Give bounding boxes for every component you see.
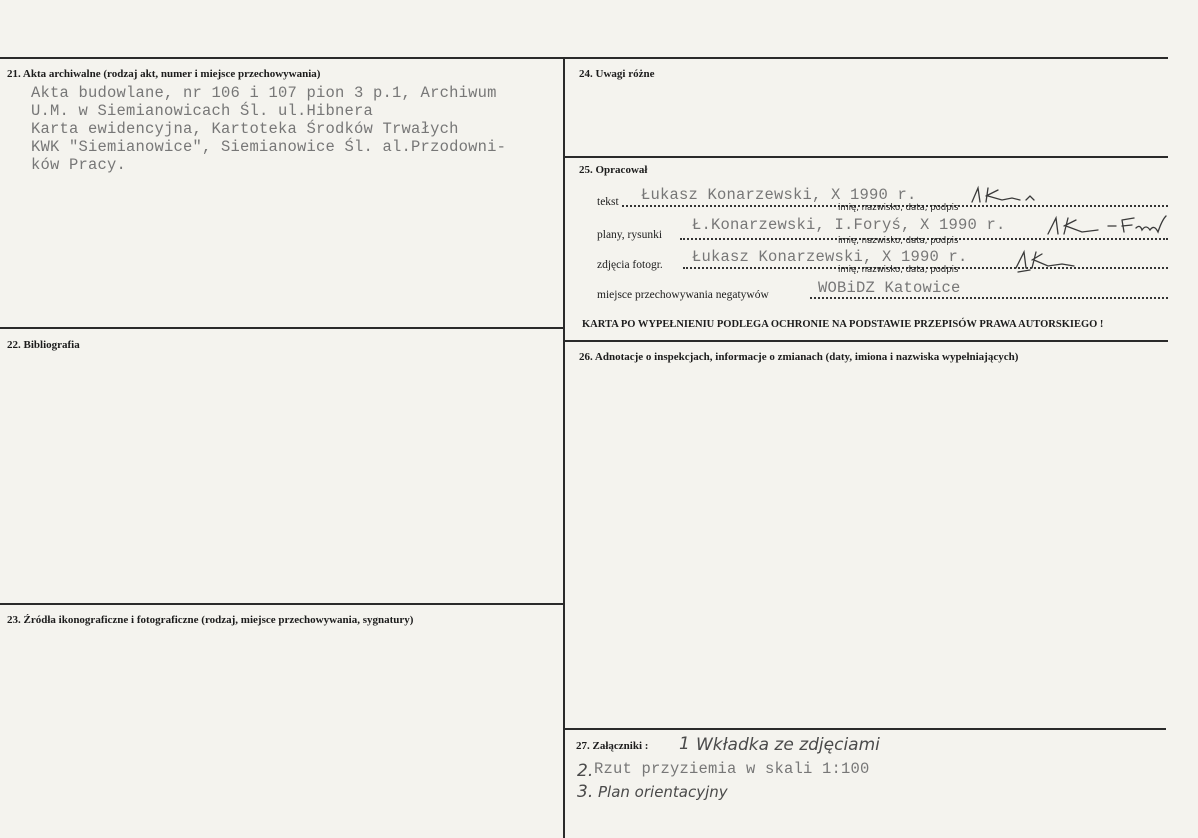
section-25-label: 25. Opracował — [579, 164, 648, 176]
archive-line: U.M. w Siemianowicach Śl. ul.Hibnera — [31, 102, 374, 120]
section-23-label: 23. Źródła ikonograficzne i fotograficzne (rodzaj, miejsce przechowywania, sygnatury) — [7, 614, 414, 626]
section-21-text — [31, 84, 506, 174]
section-22-label: 22. Bibliografia — [7, 339, 80, 351]
field-label-zdjecia: zdjęcia fotogr. — [597, 259, 663, 271]
plans-author-value: Ł.Konarzewski, I.Foryś, X 1990 r. — [692, 216, 1006, 234]
rule-22-23 — [0, 603, 564, 605]
attachment-1-number: 1 — [679, 734, 690, 754]
field-label-negatywy: miejsce przechowywania negatywów — [597, 289, 769, 301]
dotted-line — [810, 297, 1168, 299]
copyright-notice: KARTA PO WYPEŁNIENIU PODLEGA OCHRONIE NA PODSTAWIE PRZEPISÓW PRAWA AUTORSKIEGO ! — [582, 319, 1104, 330]
attachment-2-number: 2. — [577, 761, 594, 781]
archive-line: Akta budowlane, nr 106 i 107 pion 3 p.1, Archiwum — [31, 84, 497, 102]
rule-25-26 — [564, 340, 1168, 342]
hint-name-date-signature: imię, nazwisko, data, podpis — [838, 203, 959, 213]
field-label-plany: plany, rysunki — [597, 229, 663, 241]
signature-plany — [1042, 210, 1170, 240]
archive-line: Karta ewidencyjna, Kartoteka Środków Trwałych — [31, 120, 459, 138]
center-divider — [563, 57, 565, 838]
signature-tekst — [968, 184, 1048, 206]
top-rule — [0, 57, 1168, 59]
hint-name-date-signature: imię, nazwisko, data, podpis — [838, 236, 959, 246]
attachment-3-text: Plan orientacyjny — [598, 783, 728, 801]
negatives-location-value: WOBiDZ Katowice — [818, 279, 961, 297]
section-21-label: 21. Akta archiwalne (rodzaj akt, numer i miejsce przechowywania) — [7, 68, 321, 80]
rule-26-27 — [564, 728, 1166, 730]
archive-line: KWK "Siemianowice", Siemianowice Śl. al.Przodowni- — [31, 138, 507, 156]
signature-zdjecia — [1010, 248, 1090, 274]
section-24-label: 24. Uwagi różne — [579, 68, 655, 80]
attachment-1-text: Wkładka ze zdjęciami — [696, 735, 880, 755]
photos-author-value: Łukasz Konarzewski, X 1990 r. — [692, 248, 968, 266]
attachment-2-text: Rzut przyziemia w skali 1:100 — [594, 760, 870, 778]
archive-line: ków Pracy. — [31, 156, 127, 174]
rule-24-25 — [564, 156, 1168, 158]
author-text-value: Łukasz Konarzewski, X 1990 r. — [641, 186, 917, 204]
attachment-3-number: 3. — [577, 782, 594, 802]
rule-21-22 — [0, 327, 564, 329]
hint-name-date-signature: imię, nazwisko, data, podpis — [838, 265, 959, 275]
section-26-label: 26. Adnotacje o inspekcjach, informacje o zmianach (daty, imiona i nazwiska wypełniających) — [579, 351, 1019, 363]
field-label-tekst: tekst — [597, 196, 619, 208]
section-27-label: 27. Załączniki : — [576, 740, 649, 752]
